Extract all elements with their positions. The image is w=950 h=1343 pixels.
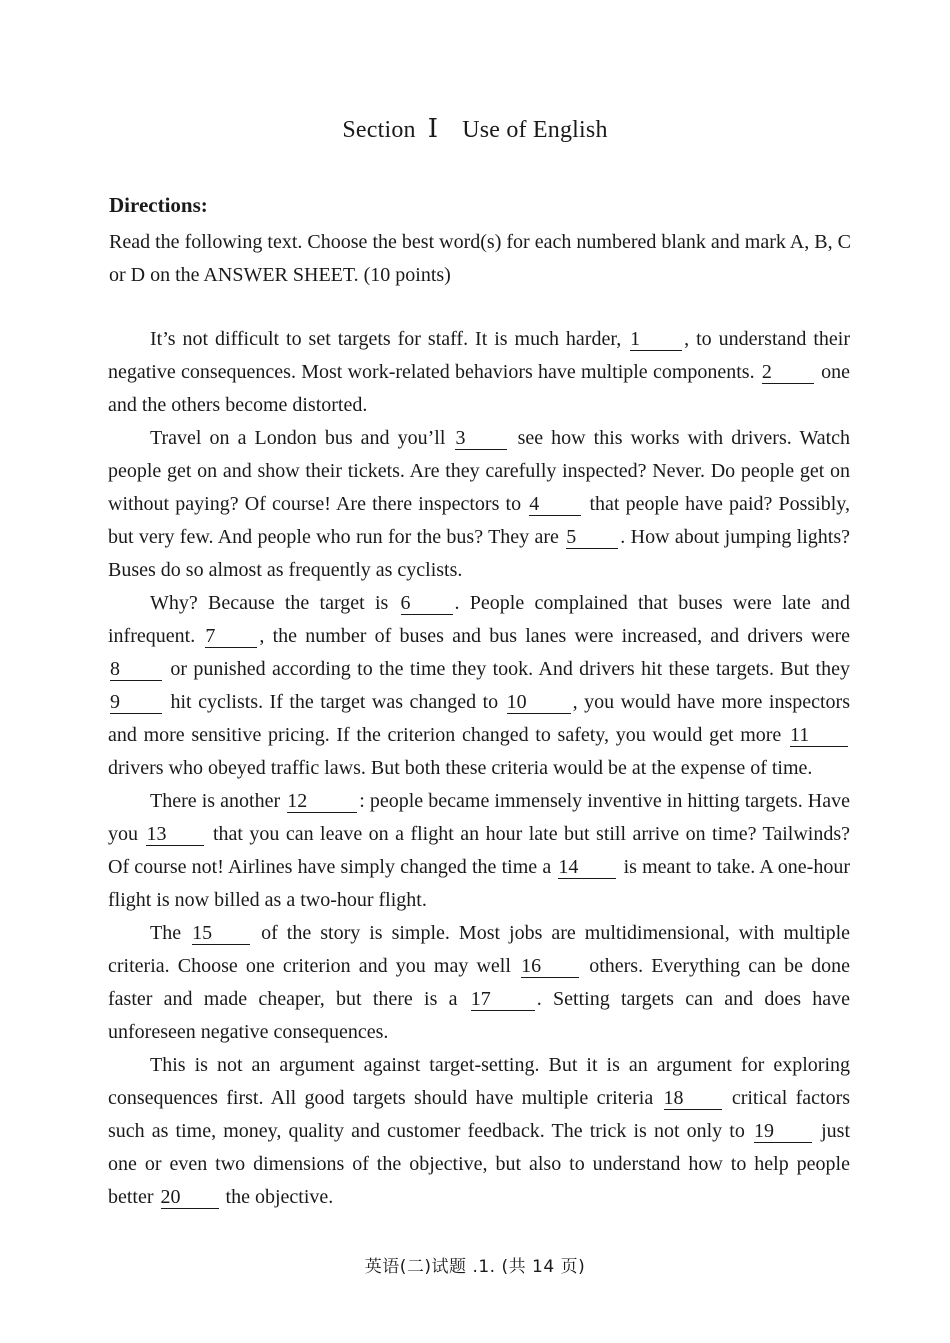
- blank-12: 12: [287, 790, 357, 813]
- blank-3: 3: [455, 427, 507, 450]
- passage-text: drivers who obeyed traffic laws. But both these criteria would be at the expense of time.: [108, 757, 813, 779]
- blank-15: 15: [192, 922, 250, 945]
- passage-text: This is not an argument against target-setting. But it is an argument for exploring consequences first. All good targets should have multiple criteria: [108, 1054, 850, 1109]
- blank-18: 18: [664, 1087, 722, 1110]
- blank-5: 5: [566, 526, 618, 549]
- passage-text: or punished according to the time they took. And drivers hit these targets. But they: [170, 658, 850, 680]
- passage-text: of the story is simple. Most jobs are multidimensional, with multiple criteria. Choose one criterion and you may well: [108, 922, 851, 977]
- blank-17: 17: [471, 988, 535, 1011]
- passage-text: hit cyclists. If the target was changed to: [170, 691, 499, 713]
- passage-text: , the number of buses and bus lanes were increased, and drivers were: [259, 625, 850, 647]
- paragraph-3: [108, 587, 850, 785]
- passage-text: There is another: [150, 790, 281, 812]
- passage-text: It’s not difficult to set targets for staff. It is much harder,: [150, 328, 622, 350]
- blank-4: 4: [529, 493, 581, 516]
- passage-text: that people have paid? Possibly, but very few. And people who run for the bus? They are: [108, 493, 850, 548]
- passage-text: The: [150, 922, 182, 944]
- blank-20: 20: [161, 1186, 219, 1209]
- paragraph-6: [108, 1049, 850, 1214]
- passage-text: : people became immensely inventive in hitting targets. Have you: [108, 790, 850, 845]
- passage-text: others. Everything can be done faster and made cheaper, but there is a: [108, 955, 850, 1010]
- passage-text: one and the others become distorted.: [108, 361, 851, 416]
- paragraph-4: [108, 785, 850, 917]
- page-footer: 英语(二)试题 .1. (共 14 页): [364, 1257, 586, 1277]
- blank-2: 2: [762, 361, 814, 384]
- blank-8: 8: [110, 658, 162, 681]
- blank-16: 16: [521, 955, 579, 978]
- blank-13: 13: [146, 823, 204, 846]
- paragraph-5: [108, 917, 850, 1049]
- directions-text: Read the following text. Choose the best word(s) for each numbered blank and mark A, B, C or D on the ANSWER SHEET. (10 points): [109, 231, 851, 286]
- passage-text: see how this works with drivers. Watch people get on and show their tickets. Are they carefully inspected? Never. Do people get on without paying? Of course! Are there inspectors to: [108, 427, 851, 515]
- passage-text: , you would have more inspectors and more sensitive pricing. If the criterion changed to safety, you would get more: [108, 691, 850, 746]
- paragraph-2: [108, 422, 850, 587]
- passage-text: critical factors such as time, money, quality and customer feedback. The trick is not only to: [108, 1087, 851, 1142]
- section-name: Use of English: [462, 117, 608, 143]
- blank-14: 14: [558, 856, 616, 879]
- passage-text: that you can leave on a flight an hour late but still arrive on time? Tailwinds? Of course not! Airlines have simply changed the time a: [108, 823, 851, 878]
- blank-1: 1: [630, 328, 682, 351]
- passage-text: Why? Because the target is: [150, 592, 389, 614]
- passage-text: . Setting targets can and does have unforeseen negative consequences.: [108, 988, 851, 1043]
- blank-6: 6: [401, 592, 453, 615]
- passage-text: just one or even two dimensions of the objective, but also to understand how to help people better: [108, 1120, 851, 1208]
- passage-text: is meant to take. A one-hour flight is now billed as a two-hour flight.: [108, 856, 851, 911]
- section-label: Section: [342, 117, 416, 143]
- blank-19: 19: [754, 1120, 812, 1143]
- section-numeral: Ⅰ: [427, 114, 439, 143]
- section-title: [0, 114, 950, 144]
- paragraph-1: [108, 323, 850, 422]
- directions-heading: Directions:: [109, 193, 208, 217]
- passage-text: . People complained that buses were late and infrequent.: [108, 592, 851, 647]
- blank-7: 7: [205, 625, 257, 648]
- blank-11: 11: [790, 724, 848, 747]
- passage-text: . How about jumping lights? Buses do so almost as frequently as cyclists.: [108, 526, 851, 581]
- cloze-passage: [108, 323, 850, 1214]
- passage-text: , to understand their negative consequences. Most work-related behaviors have multiple components.: [108, 328, 851, 383]
- blank-9: 9: [110, 691, 162, 714]
- passage-text: the objective.: [225, 1186, 334, 1208]
- passage-text: Travel on a London bus and you’ll: [150, 427, 446, 449]
- blank-10: 10: [507, 691, 571, 714]
